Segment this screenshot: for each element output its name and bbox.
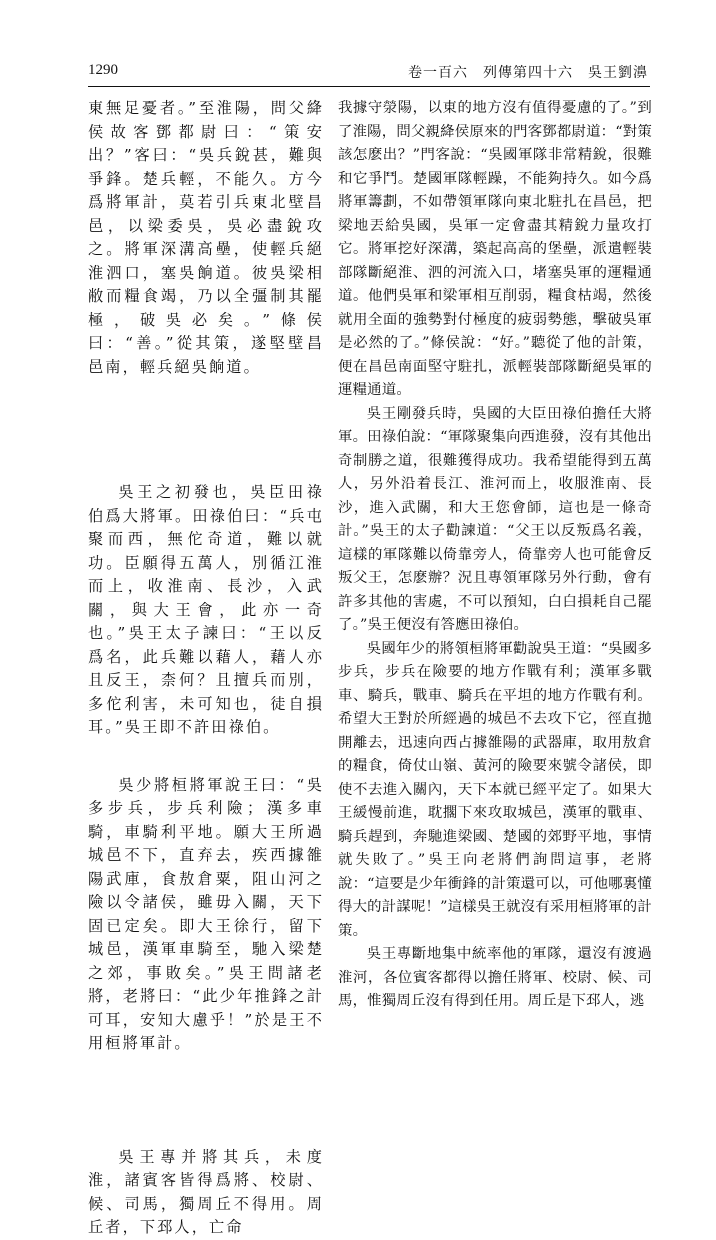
classical-paragraph: 吳王之初發也，吳臣田祿伯爲大將軍。田祿伯曰：“兵屯聚而西，無佗奇道，難以就功。臣願得五萬人，別循江淮而上，收淮南、長沙，入武關，與大王會，此亦一奇也。”吳王太子諫曰：“王以反爲名，此兵難以藉人，藉人亦且反王，柰何？且擅兵而別，多佗利害，未可知也，徒自損耳。”吳王即不許田祿伯。 — [88, 483, 324, 736]
page-header — [88, 62, 648, 86]
translation-paragraph: 吳王剛發兵時，吳國的大臣田祿伯擔任大將軍。田祿伯說：“軍隊聚集向西進發，沒有其他出奇制勝之道，很難獲得成功。我希望能得到五萬人，另外沿着長江、淮河而上，收服淮南、長沙，進入武關，和大王您會師，這也是一條奇計。”吳王的太子勸諫道：“父王以反叛爲名義，這樣的軍隊難以倚靠旁人，倚靠旁人也可能會反叛父王，怎麽辦？況且專領軍隊另外行動，會有許多其他的害處，不可以預知，白白損耗自己罷了。”吳王便沒有答應田祿伯。 — [338, 405, 652, 633]
paragraph-spacer — [88, 1056, 324, 1146]
translation-column — [338, 97, 652, 1014]
header-rule — [88, 86, 650, 87]
running-head: 卷一百六 列傳第四十六 吳王劉濞 — [408, 65, 648, 81]
translation-paragraph: 我據守滎陽，以東的地方沒有值得憂慮的了。”到了淮陽，問父親絳侯原來的門客鄧都尉道：“對策該怎麽出？”門客說：“吳國軍隊非常精銳，很難和它爭鬥。楚國軍隊輕躁，不能夠持久。如今爲將軍籌劃，不如帶領軍隊向東北駐扎在昌邑，把梁地丟給吳國，吳軍一定會盡其精銳力量攻打它。將軍挖好深溝，築起高高的堡壘，派遣輕裝部隊斷絕淮、泗的河流入口，堵塞吳軍的運糧通道。他們吳軍和梁軍相互削弱，糧食枯竭，然後就用全面的強勢對付極度的疲弱勢態，擊破吳軍是必然的了。”條侯說：“好。”聽從了他的計策，便在昌邑南面堅守駐扎，派輕裝部隊斷絕吳軍的運糧通道。 — [338, 100, 652, 398]
paragraph-spacer — [88, 379, 324, 481]
classical-paragraph: 東無足憂者。”至淮陽，問父絳侯故客鄧都尉曰：“策安出？”客曰：“吳兵銳甚，難與爭鋒。楚兵輕，不能久。方今爲將軍計，莫若引兵東北壁昌邑，以梁委吳，吳必盡銳攻之。將軍深溝高壘，使輕兵絕淮泗口，塞吳餉道。彼吳梁相敝而糧食竭，乃以全彊制其罷極，破吳必矣。”條侯曰：“善。”從其策，遂堅壁昌邑南，輕兵絕吳餉道。 — [88, 99, 324, 376]
page-number: 1290 — [88, 62, 118, 78]
classical-paragraph: 吳少將桓將軍說王曰：“吳多步兵，步兵利險；漢多車騎，車騎利平地。願大王所過城邑不下，直弃去，疾西據雒陽武庫，食敖倉粟，阻山河之險以令諸侯，雖毋入關，天下固已定矣。即大王徐行，留下城邑，漢軍車騎至，馳入梁楚之郊，事敗矣。”吳王問諸老將，老將曰：“此少年推鋒之計可耳，安知大慮乎！”於是王不用桓將軍計。 — [88, 775, 324, 1052]
translation-paragraph: 吳國年少的將領桓將軍勸說吳王道：“吳國多步兵，步兵在險要的地方作戰有利；漢軍多戰車、騎兵，戰車、騎兵在平坦的地方作戰有利。希望大王對於所經過的城邑不去攻下它，徑直拋開離去，迅速向西占據雒陽的武器庫，取用敖倉的糧食，倚仗山嶺、黃河的險要來號令諸侯，即使不去進入關內，天下本就已經平定了。如果大王緩慢前進，耽擱下來攻取城邑，漢軍的戰車、騎兵趕到，奔馳進梁國、楚國的郊野平地，事情就失敗了。”吳王向老將們詢問這事，老將說：“這要是少年衝鋒的計策還可以，可他哪裏懂得大的計謀呢！”這樣吳王就沒有采用桓將軍的計策。 — [338, 640, 652, 939]
translation-paragraph: 吳王專斷地集中統率他的軍隊，還沒有渡過淮河，各位賓客都得以擔任將軍、校尉、候、司馬，惟獨周丘沒有得到任用。周丘是下邳人，逃 — [338, 946, 652, 1009]
classical-paragraph: 吳王專并將其兵，未度淮，諸賓客皆得爲將、校尉、候、司馬，獨周丘不得用。周丘者，下邳人，亡命 — [88, 1147, 324, 1236]
classical-text-column — [88, 97, 324, 1240]
paragraph-spacer — [88, 740, 324, 774]
